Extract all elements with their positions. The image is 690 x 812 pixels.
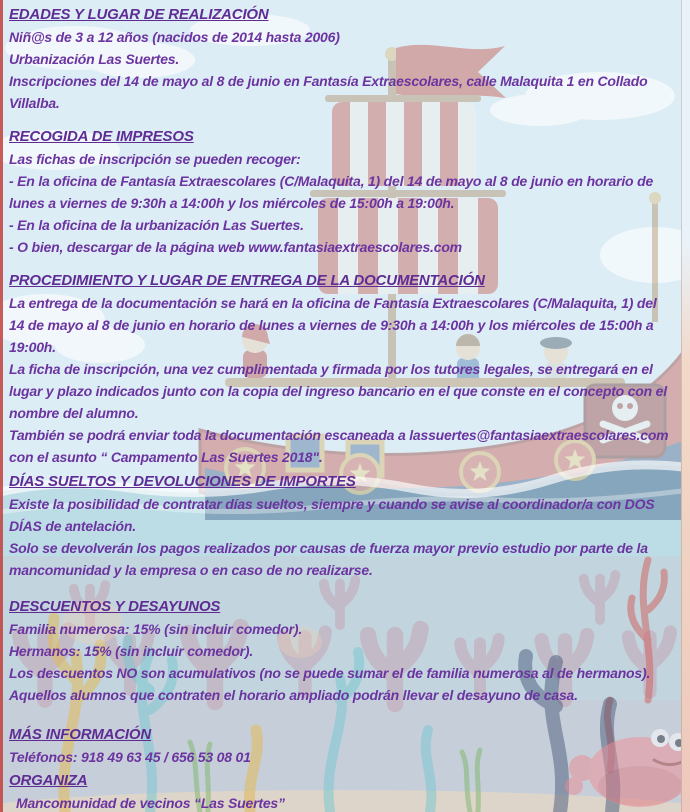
paragraph: Inscripciones del 14 de mayo al 8 de junio en Fantasía Extraescolares, calle Malaquita 1 en Collado Villalba. — [9, 73, 648, 111]
paragraph: Las fichas de inscripción se pueden recoger: — [9, 151, 301, 167]
paragraph: También se podrá enviar toda la documentación escaneada a lassuertes@fantasiaextraescolares.com con el asunto “ Campamento Las Suertes 2018". — [9, 427, 669, 465]
paragraph: La ficha de inscripción, una vez cumplimentada y firmada por los tutores legales, se entregará en el lugar y plazo indicados junto con la copia del ingreso bancario en el que conste en el concepto con el nombre del alumno. — [9, 361, 667, 421]
paragraph: - En la oficina de la urbanización Las Suertes. — [9, 217, 304, 233]
section-mas-informacion — [9, 724, 673, 768]
section-heading: DÍAS SUELTOS Y DEVOLUCIONES DE IMPORTES — [9, 473, 356, 490]
section-heading: MÁS INFORMACIÓN — [9, 726, 151, 743]
paragraph: Existe la posibilidad de contratar días sueltos, siempre y cuando se avise al coordinador/a con DOS DÍAS de antelación. — [9, 496, 655, 534]
paragraph: Los descuentos NO son acumulativos (no se puede sumar el de familia numerosa al de hermanos). — [9, 665, 651, 681]
paragraph: Niñ@s de 3 a 12 años (nacidos de 2014 hasta 2006) — [9, 29, 340, 45]
section-procedimiento-entrega — [9, 270, 673, 468]
phone-numbers: Teléfonos: 918 49 63 45 / 656 53 08 01 — [9, 749, 251, 765]
paragraph: La entrega de la documentación se hará en la oficina de Fantasía Extraescolares (C/Malaquita, 1) del 14 de mayo al 8 de junio en horario de lunes a viernes de 9:30h a 14:00h y los miércoles de 15:00h a 19:00h. — [9, 295, 657, 355]
section-edades-y-lugar — [9, 4, 673, 114]
paragraph: Familia numerosa: 15% (sin incluir comedor). — [9, 621, 303, 637]
section-heading: RECOGIDA DE IMPRESOS — [9, 128, 194, 145]
paragraph: Solo se devolverán los pagos realizados por causas de fuerza mayor previo estudio por parte de la mancomunidad y la empresa o en caso de no realizarse. — [9, 540, 648, 578]
section-heading: ORGANIZA — [9, 772, 88, 789]
section-recogida-de-impresos — [9, 126, 673, 258]
section-organiza — [9, 770, 673, 812]
paragraph: - En la oficina de Fantasía Extraescolares (C/Malaquita, 1) del 14 de mayo al 8 de junio en horario de lunes a viernes de 9:30h a 14:00h y los miércoles de 15:00h a 19:00h. — [9, 173, 654, 211]
section-dias-sueltos — [9, 471, 673, 581]
paragraph: - O bien, descargar de la página web www.fantasiaextraescolares.com — [9, 239, 462, 255]
section-heading: EDADES Y LUGAR DE REALIZACIÓN — [9, 6, 269, 23]
section-heading: DESCUENTOS Y DESAYUNOS — [9, 598, 221, 615]
section-descuentos-desayunos — [9, 596, 673, 706]
paragraph: Aquellos alumnos que contraten el horario ampliado podrán llevar el desayuno de casa. — [9, 687, 578, 703]
organizer-name: Mancomunidad de vecinos “Las Suertes” — [16, 795, 285, 811]
paragraph: Hermanos: 15% (sin incluir comedor). — [9, 643, 254, 659]
section-heading: PROCEDIMIENTO Y LUGAR DE ENTREGA DE LA DOCUMENTACIÓN — [9, 272, 485, 289]
paragraph: Urbanización Las Suertes. — [9, 51, 180, 67]
